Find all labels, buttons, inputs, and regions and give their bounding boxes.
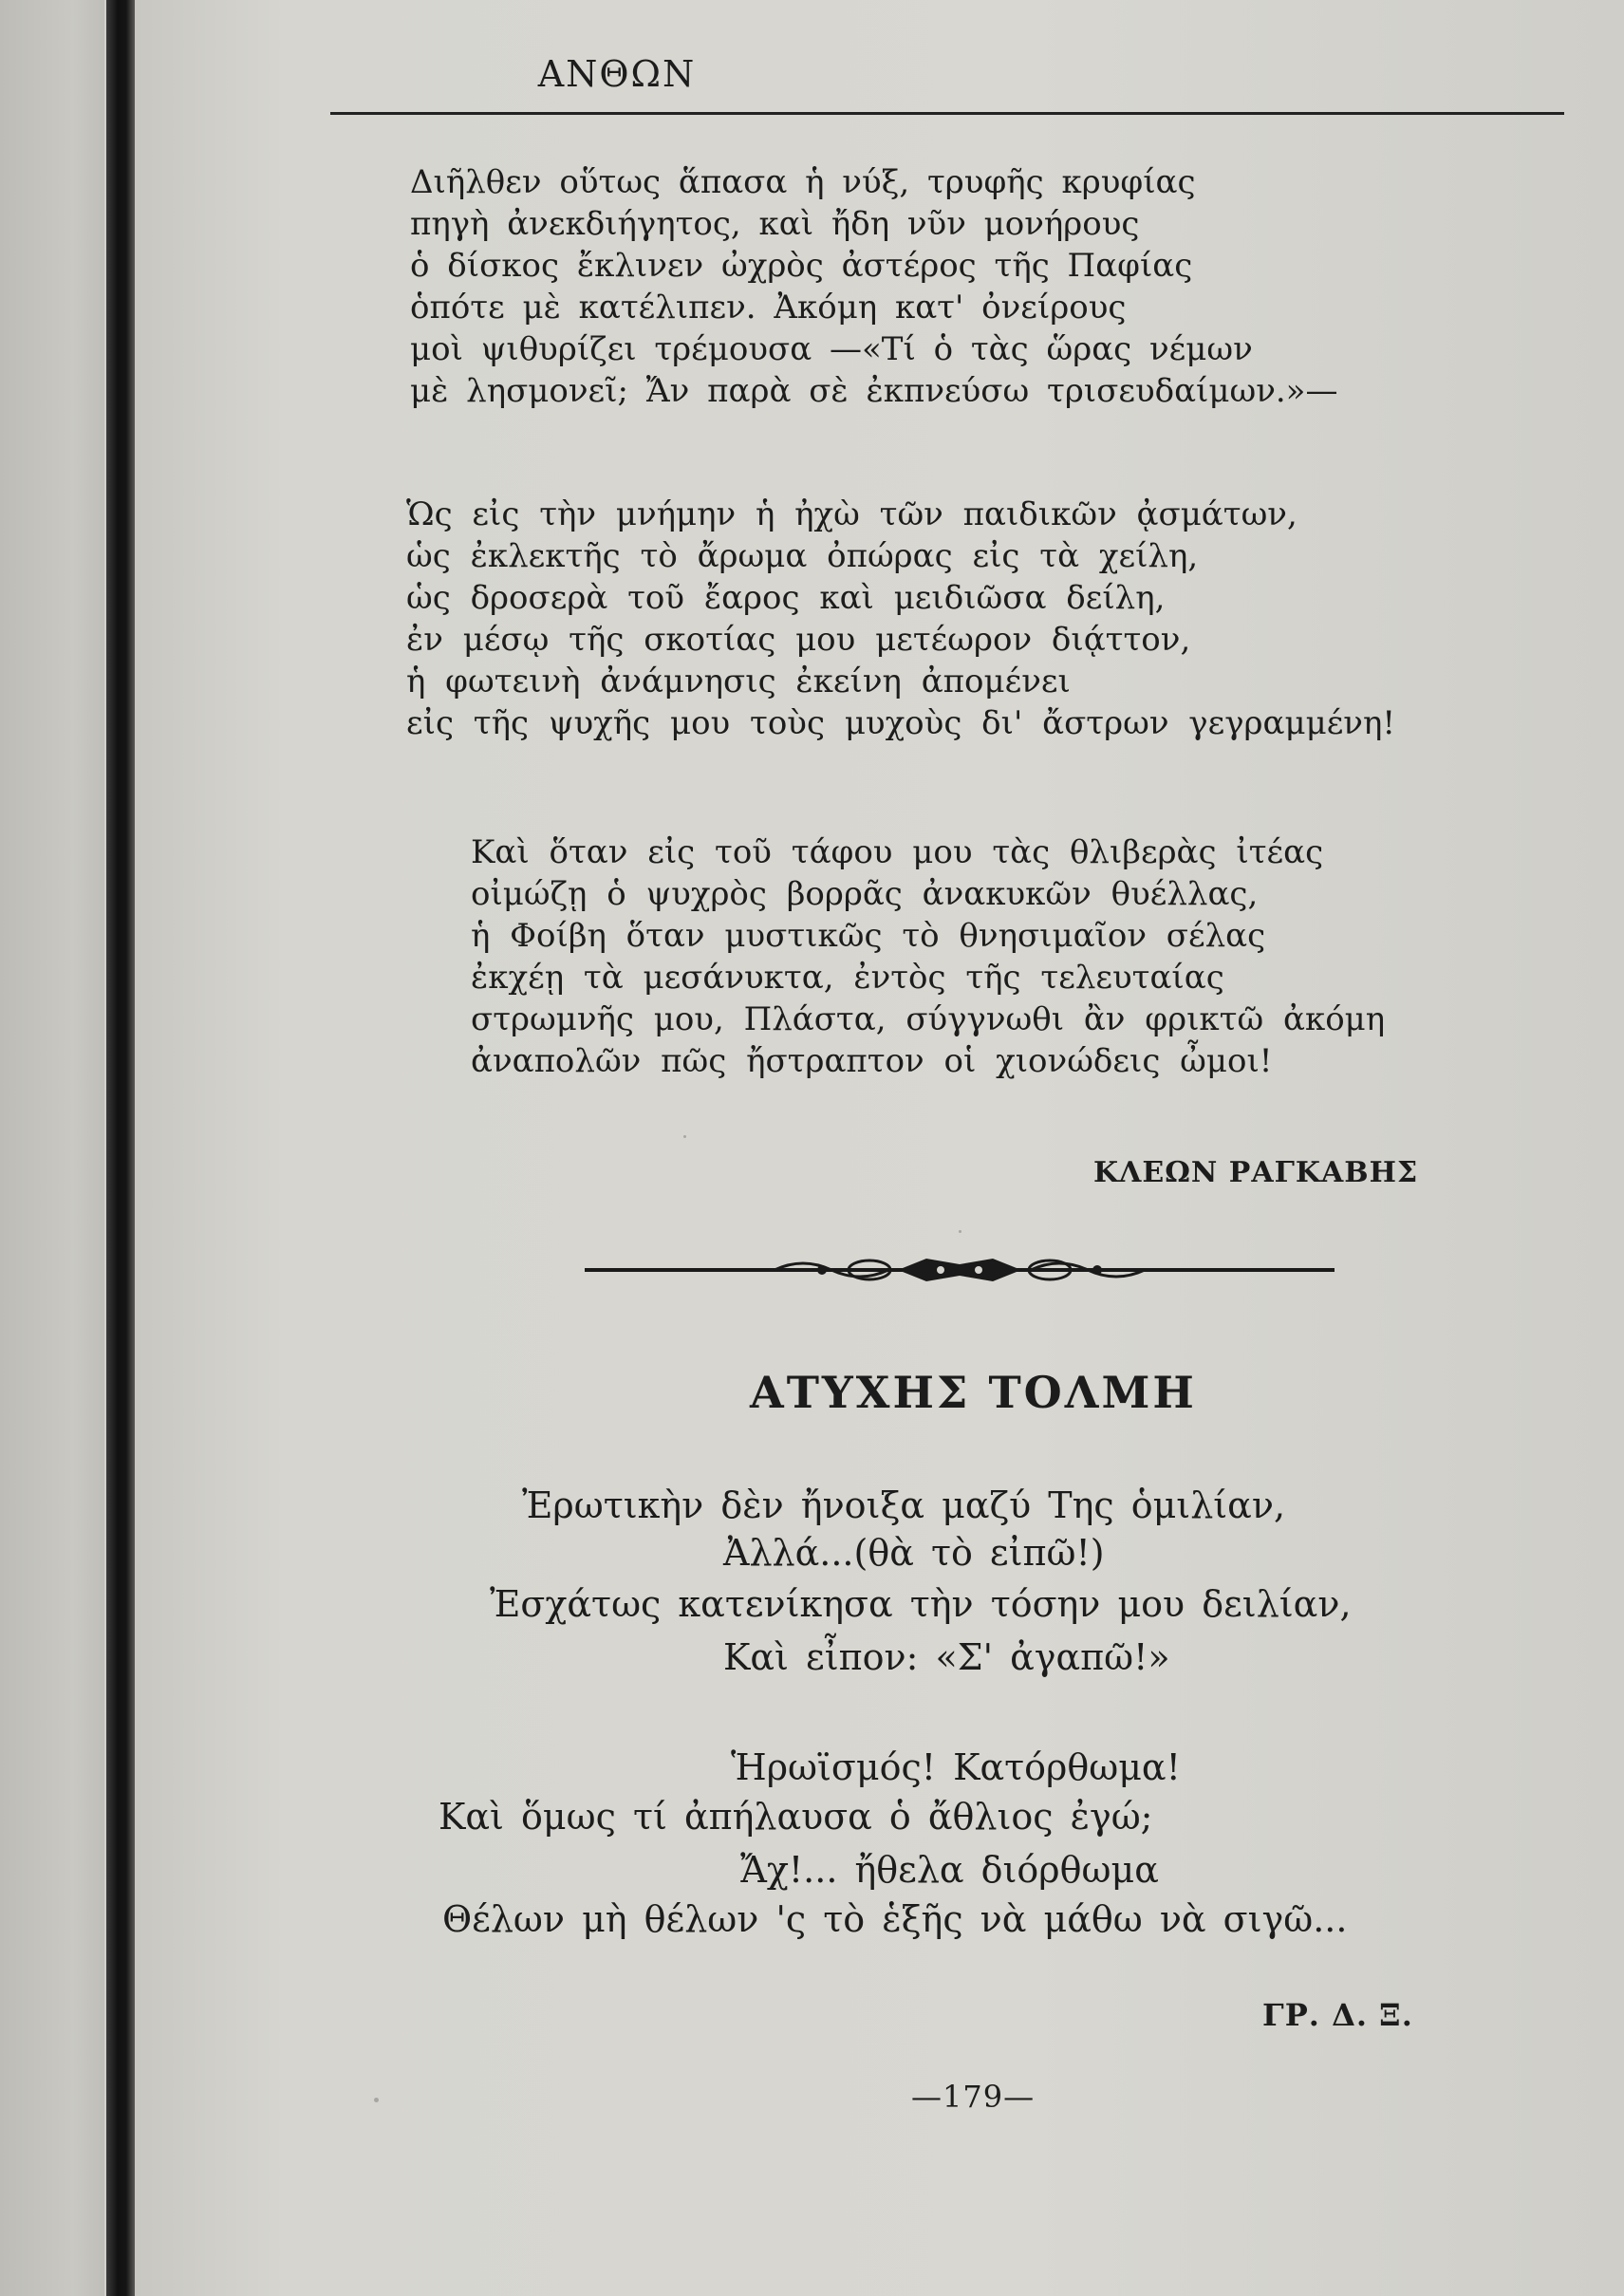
- poem-1-author: ΚΛΕΩΝ ΡΑΓΚΑΒΗΣ: [1093, 1156, 1419, 1189]
- verse-line: Καὶ ὅμως τί ἀπήλαυσα ὁ ἄθλιος ἐγώ;: [439, 1796, 1153, 1838]
- paper-speck: [374, 2098, 379, 2102]
- page-number: —179—: [911, 2079, 1036, 2115]
- page-margin-left: [0, 0, 104, 2296]
- verse-line: ὁ δίσκος ἔκλινεν ὠχρὸς ἀστέρος τῆς Παφίας: [410, 247, 1193, 285]
- verse-line: μὲ λησμονεῖ; Ἄν παρὰ σὲ ἐκπνεύσω τρισευδαίμων.»—: [410, 372, 1338, 410]
- verse-line: πηγὴ ἀνεκδιήγητος, καὶ ἤδη νῦν μονήρους: [410, 205, 1140, 243]
- verse-line: Ἄχ!... ἤθελα διόρθωμα: [740, 1849, 1159, 1891]
- paper-speck: [683, 1135, 686, 1138]
- verse-line: ἐκχέῃ τὰ μεσάνυκτα, ἐντὸς τῆς τελευταίας: [471, 959, 1224, 997]
- verse-line: Διῆλθεν οὕτως ἅπασα ἡ νύξ, τρυφῆς κρυφίας: [410, 163, 1196, 201]
- verse-line: Ἐρωτικὴν δὲν ἤνοιξα μαζύ Της ὁμιλίαν,: [522, 1484, 1286, 1526]
- poem-2-author: ΓΡ. Δ. Ξ.: [1262, 1997, 1413, 2033]
- verse-line: ἐν μέσῳ τῆς σκοτίας μου μετέωρον διᾴττον,: [406, 621, 1191, 659]
- book-binding-shadow: [106, 0, 135, 2296]
- verse-line: Καὶ εἶπον: «Σ' ἀγαπῶ!»: [723, 1636, 1170, 1678]
- verse-line: ὡς δροσερὰ τοῦ ἔαρος καὶ μειδιῶσα δείλη,: [406, 579, 1166, 617]
- verse-line: ἀναπολῶν πῶς ἤστραπτον οἱ χιονώδεις ὦμοι!: [471, 1042, 1273, 1080]
- verse-line: ἡ φωτεινὴ ἀνάμνησις ἐκείνη ἀπομένει: [406, 663, 1071, 700]
- header-rule: [330, 112, 1564, 115]
- verse-line: Ὡς εἰς τὴν μνήμην ἡ ἠχὼ τῶν παιδικῶν ᾀσμάτων,: [406, 495, 1297, 533]
- ornamental-divider: [585, 1251, 1335, 1289]
- verse-line: Ἡρωϊσμός! Κατόρθωμα!: [731, 1746, 1181, 1788]
- verse-line: ὡς ἐκλεκτῆς τὸ ἄρωμα ὀπώρας εἰς τὰ χείλη,: [406, 537, 1199, 575]
- poem-1-stanza-2: [406, 494, 1395, 744]
- verse-line: Ἐσχάτως κατενίκησα τὴν τόσην μου δειλίαν,: [490, 1583, 1352, 1625]
- paper-speck: [959, 1230, 961, 1233]
- verse-line: ὁπότε μὲ κατέλιπεν. Ἀκόμη κατ' ὀνείρους: [410, 289, 1127, 327]
- poem-1-stanza-1: [410, 161, 1338, 412]
- verse-line: ἡ Φοίβη ὅταν μυστικῶς τὸ θνησιμαῖον σέλας: [471, 917, 1266, 955]
- running-head: ΑΝΘΩΝ: [537, 53, 697, 95]
- verse-line: Θέλων μὴ θέλων 'ς τὸ ἑξῆς νὰ μάθω νὰ σιγῶ...: [442, 1898, 1348, 1940]
- verse-line: οἰμώζῃ ὁ ψυχρὸς βορρᾶς ἀνακυκῶν θυέλλας,: [471, 875, 1259, 913]
- verse-line: εἰς τῆς ψυχῆς μου τοὺς μυχοὺς δι' ἄστρων γεγραμμένη!: [406, 704, 1396, 742]
- poem-2-title: ΑΤΥΧΗΣ ΤΟΛΜΗ: [750, 1367, 1197, 1418]
- poem-1-stanza-3: [471, 831, 1385, 1082]
- verse-line: στρωμνῆς μου, Πλάστα, σύγγνωθι ἂν φρικτῶ ἀκόμη: [471, 1000, 1386, 1038]
- verse-line: Καὶ ὅταν εἰς τοῦ τάφου μου τὰς θλιβερὰς ἰτέας: [471, 833, 1324, 871]
- verse-line: μοὶ ψιθυρίζει τρέμουσα —«Τί ὁ τὰς ὥρας νέμων: [410, 330, 1253, 368]
- verse-line: Ἀλλά...(θὰ τὸ εἰπῶ!): [723, 1532, 1105, 1574]
